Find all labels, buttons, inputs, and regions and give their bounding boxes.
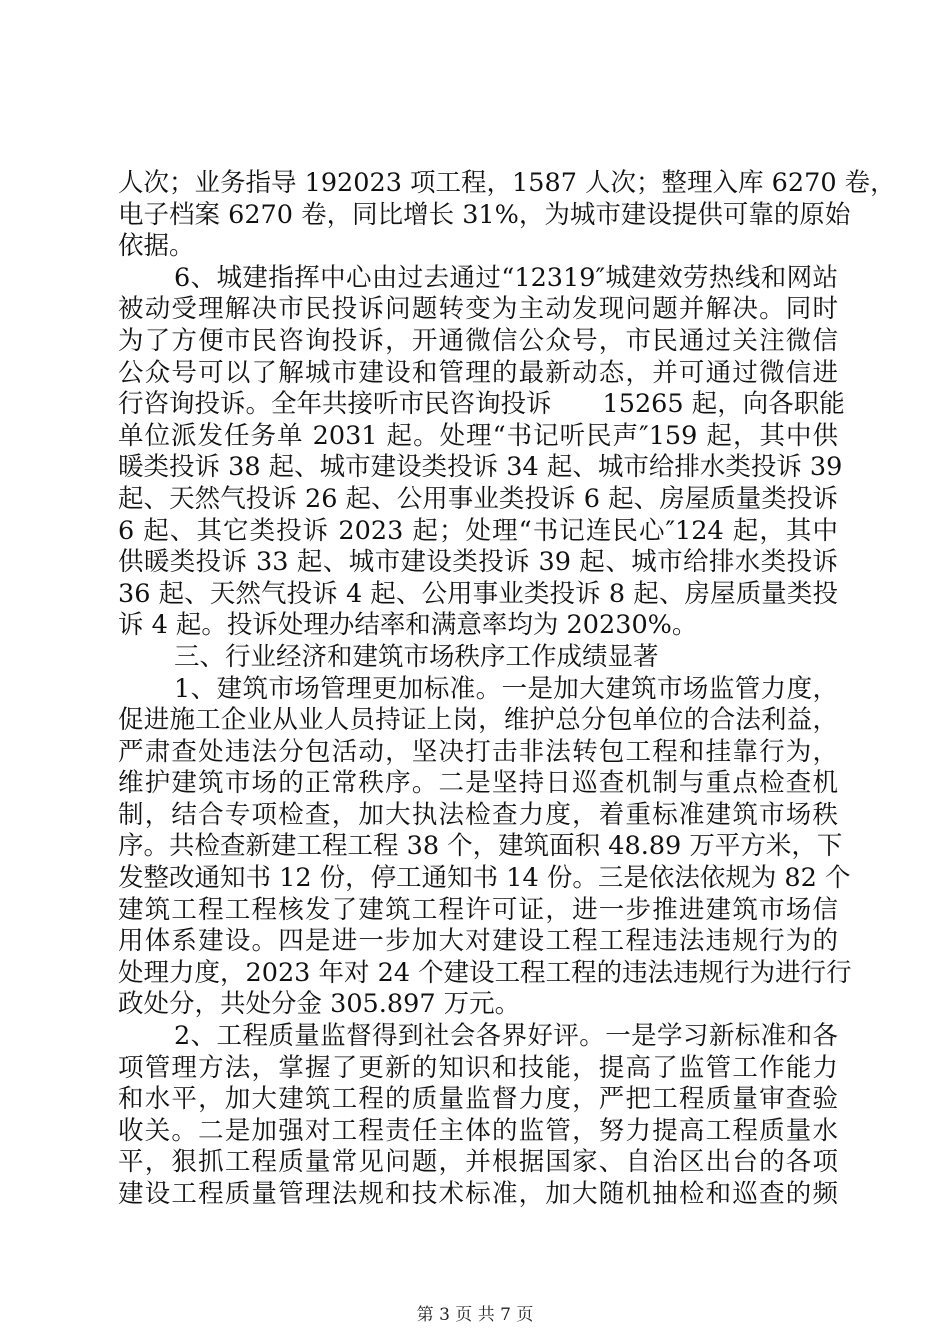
text-line: 项管理方法，掌握了更新的知识和技能，提高了监管工作能力 bbox=[118, 1052, 838, 1083]
text-line: 平，狠抓工程质量常见问题，并根据国家、自治区出台的各项 bbox=[118, 1147, 838, 1178]
text-line: 诉 4 起。投诉处理办结率和满意率均为 20230%。 bbox=[118, 610, 698, 641]
text-line: 依据。 bbox=[118, 231, 195, 262]
text-line: 发整改通知书 12 份，停工通知书 14 份。三是依法依规为 82 个 bbox=[118, 863, 851, 894]
paragraph-start-line: 6、城建指挥中心由过去通过“12319″城建效劳热线和网站 bbox=[174, 262, 838, 293]
page-number-footer: 第 3 页 共 7 页 bbox=[416, 1305, 534, 1325]
paragraph-start-line: 2、工程质量监督得到社会各界好评。一是学习新标准和各 bbox=[174, 1021, 838, 1052]
text-line: 政处分，共处分金 305.897 万元。 bbox=[118, 989, 521, 1020]
text-line: 暖类投诉 38 起、城市建设类投诉 34 起、城市给排水类投诉 39 bbox=[118, 452, 843, 483]
text-line: 建设工程质量管理法规和技术标准，加大随机抽检和巡查的频 bbox=[118, 1179, 838, 1209]
text-line: 维护建筑市场的正常秩序。二是坚持日巡查机制与重点检查机 bbox=[118, 768, 838, 799]
paragraph-start-line: 1、建筑市场管理更加标准。一是加大建筑市场监管力度， bbox=[174, 673, 838, 704]
text-line: 被动受理解决市民投诉问题转变为主动发现问题并解决。同时 bbox=[118, 294, 838, 325]
text-line: 人次；业务指导 192023 项工程，1587 人次；整理入库 6270 卷， bbox=[118, 168, 896, 198]
text-line: 公众号可以了解城市建设和管理的最新动态，并可通过微信进 bbox=[118, 357, 838, 388]
text-line: 36 起、天然气投诉 4 起、公用事业类投诉 8 起、房屋质量类投 bbox=[118, 578, 838, 609]
text-line: 6 起、其它类投诉 2023 起；处理“书记连民心″124 起，其中 bbox=[118, 515, 838, 546]
text-line: 建筑工程工程核发了建筑工程许可证，进一步推进建筑市场信 bbox=[118, 894, 838, 925]
text-line: 处理力度，2023 年对 24 个建设工程工程的违法违规行为进行行 bbox=[118, 957, 852, 988]
text-line: 收关。二是加强对工程责任主体的监管，努力提高工程质量水 bbox=[118, 1115, 838, 1146]
text-line: 为了方便市民咨询投诉，开通微信公众号，市民通过关注微信 bbox=[118, 325, 838, 356]
text-line: 起、天然气投诉 26 起、公用事业类投诉 6 起、房屋质量类投诉 bbox=[118, 483, 838, 514]
text-line: 供暖类投诉 33 起、城市建设类投诉 39 起、城市给排水类投诉 bbox=[118, 547, 838, 578]
section-heading: 三、行业经济和建筑市场秩序工作成绩显著 bbox=[174, 641, 659, 672]
text-line: 和水平，加大建筑工程的质量监督力度，严把工程质量审查验 bbox=[118, 1084, 838, 1115]
text-line: 行咨询投诉。全年共接听市民咨询投诉 15265 起，向各职能 bbox=[118, 389, 845, 420]
text-line: 序。共检查新建工程工程 38 个，建筑面积 48.89 万平方米，下 bbox=[118, 831, 843, 862]
text-line: 严肃查处违法分包活动，坚决打击非法转包工程和挂靠行为， bbox=[118, 736, 838, 767]
text-line: 电子档案 6270 卷，同比增长 31%，为城市建设提供可靠的原始 bbox=[118, 199, 851, 230]
document-body bbox=[118, 168, 896, 1211]
text-line: 用体系建设。四是进一步加大对建设工程工程违法违规行为的 bbox=[118, 926, 838, 957]
text-line: 单位派发任务单 2031 起。处理“书记听民声″159 起，其中供 bbox=[118, 420, 838, 451]
text-line: 促进施工企业从业人员持证上岗，维护总分包单位的合法利益， bbox=[118, 705, 838, 736]
text-line: 制，结合专项检查，加大执法检查力度，着重标准建筑市场秩 bbox=[118, 799, 838, 830]
